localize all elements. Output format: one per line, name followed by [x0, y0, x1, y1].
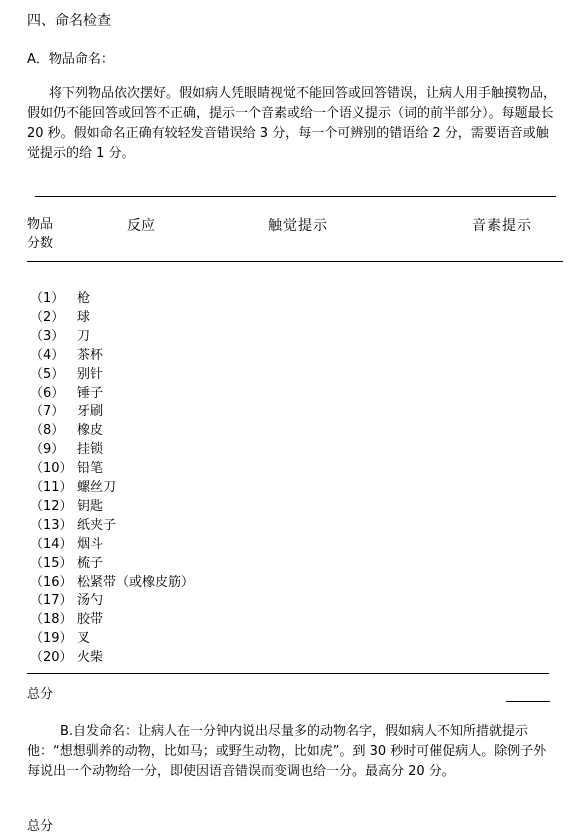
item-number: （14）: [30, 536, 73, 552]
item-name: 叉: [77, 631, 91, 647]
item-number: （12）: [30, 498, 73, 514]
table-bottom-rule: [27, 673, 549, 674]
item-name: 汤勺: [77, 593, 104, 609]
table-row: [0, 573, 586, 592]
table-top-rule: [35, 196, 556, 197]
table-row: [0, 346, 586, 365]
table-row: [0, 308, 586, 327]
table-row: [0, 478, 586, 497]
item-name: 锤子: [77, 385, 104, 401]
table-row: [0, 327, 586, 346]
item-number: （17）: [30, 593, 73, 609]
item-number: （16）: [30, 574, 73, 590]
table-row: [0, 384, 586, 403]
table-row: [0, 440, 586, 459]
item-number: （1）: [30, 291, 65, 306]
header-item: [27, 215, 53, 253]
item-number: （3）: [30, 328, 65, 344]
table-row: [0, 459, 586, 478]
table-row: [0, 497, 586, 516]
item-name: 球: [77, 309, 91, 325]
part-a-heading: A．物品命名：: [27, 52, 114, 67]
item-number: （10）: [30, 461, 73, 477]
item-name: 烟斗: [77, 536, 104, 552]
table-row: [0, 289, 586, 308]
item-name: 螺丝刀: [77, 480, 117, 495]
header-item-line2: 分数: [27, 236, 54, 251]
header-item-line1: 物品: [27, 217, 54, 232]
item-name: 挂锁: [77, 442, 104, 458]
table-row: [0, 554, 586, 573]
part-a-total-label: 总分: [27, 687, 54, 702]
item-number: （19）: [30, 631, 73, 647]
table-row: [0, 591, 586, 610]
item-number: （13）: [30, 517, 73, 533]
header-phoneme: 音素提示: [472, 218, 532, 234]
part-a-instructions: 将下列物品依次摆好。假如病人凭眼睛视觉不能回答或回答错误，让病人用手触摸物品，假如仍不能回答或回答不正确，提示一个音素或给一个语义提示（词的前半部分）。每题最长 20 秒。假如命名正确有较轻发音错误给 3 分，每一个可辨别的错语给 2 分，需要语音或触觉提示的给 1 分。: [27, 86, 557, 161]
item-name: 胶带: [77, 612, 104, 628]
item-number: （11）: [30, 480, 73, 495]
table-row: [0, 648, 586, 667]
item-name: 刀: [77, 328, 91, 344]
table-row: [0, 516, 586, 535]
table-row: [0, 421, 586, 440]
item-name: 纸夹子: [77, 517, 117, 533]
item-name: 枪: [77, 291, 91, 306]
item-number: （7）: [30, 404, 65, 420]
item-number: （5）: [30, 366, 65, 382]
table-row: [0, 402, 586, 421]
item-number: （15）: [30, 555, 73, 571]
table-row: [0, 610, 586, 629]
item-number: （4）: [30, 347, 65, 363]
table-header-rule: [27, 261, 563, 262]
item-number: （20）: [30, 650, 73, 666]
part-b-total-label: 总分: [27, 819, 54, 834]
item-name: 茶杯: [77, 347, 104, 363]
item-number: （8）: [30, 423, 65, 439]
item-name: 牙刷: [77, 404, 104, 420]
item-number: （9）: [30, 442, 65, 458]
part-b-instructions: B.自发命名：让病人在一分钟内说出尽量多的动物名字，假如病人不知所措就提示他：“想想驯养的动物，比如马；或野生动物，比如虎”。到 30 秒时可催促病人。除例子外每说出一个动物给一分，即使因语音错误而变调也给一分。最高分 20 分。: [27, 724, 547, 779]
item-name: 钥匙: [77, 498, 104, 514]
item-name: 橡皮: [77, 423, 104, 439]
header-response: 反应: [127, 218, 155, 234]
item-name: 松紧带（或橡皮筋）: [77, 574, 195, 590]
table-row: [0, 629, 586, 648]
item-name: 火柴: [77, 650, 104, 666]
item-name: 铅笔: [77, 461, 104, 477]
header-tactile: 触觉提示: [268, 218, 328, 234]
item-number: （2）: [30, 309, 65, 325]
item-name: 别针: [77, 366, 104, 382]
table-row: [0, 535, 586, 554]
item-number: （6）: [30, 385, 65, 401]
part-a-total-blank: [506, 701, 550, 702]
item-name: 梳子: [77, 555, 104, 571]
section-title: 四、命名检查: [27, 13, 111, 29]
item-number: （18）: [30, 612, 73, 628]
table-row: [0, 365, 586, 384]
